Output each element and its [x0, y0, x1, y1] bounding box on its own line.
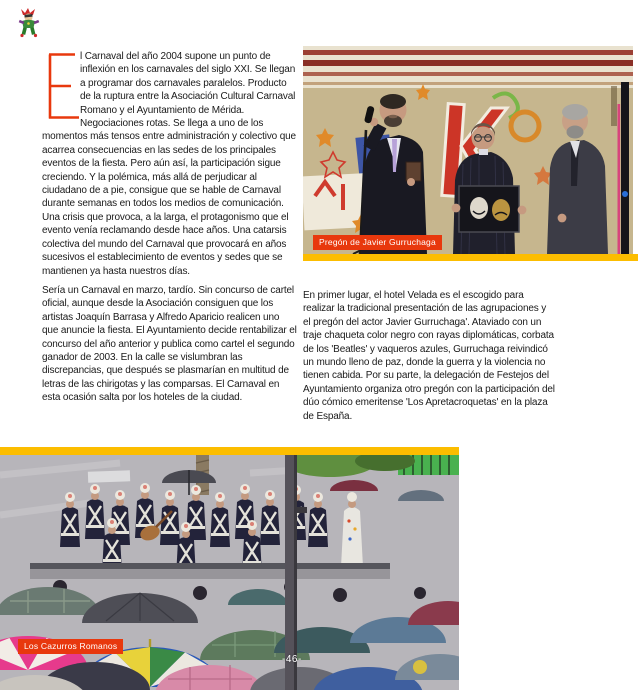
article-paragraph-1 [42, 50, 298, 278]
accent-bar-top [303, 254, 638, 261]
article-paragraph-2 [42, 284, 298, 405]
paragraph-3-text: En primer lugar, el hotel Velada es el escogido para realizar la tradicional presentación de las agrupaciones y el pregón del actor Javier Gurruchaga'. Ataviado con un traje chaqueta color negro con rayas diplomáticas, corbata de los 'Beatles' y vaqueros azules, Gurruchaga reivindicó un mundo lleno de paz, donde la guerra y la violencia no tienen cabida. Por su parte, la delegación de Festejos del Ayuntamiento organiza otro pregón con la participación del dúo cómico emeritense 'Los Apretacroquetas' en la plaza de España. [303, 290, 555, 422]
photo-caption-pregon: Pregón de Javier Gurruchaga [313, 235, 442, 250]
page-number: -46- [282, 654, 302, 665]
paragraph-2-text: Sería un Carnaval en marzo, tardío. Sin concurso de cartel oficial, aunque desde la Asociación consiguen que los artistas Joaquín Barrasa y Alfredo Aparicio realicen uno que anuncie la fiesta. El Ayuntamiento decide rentabilizar el concurso del año anterior y publica como cartel el segundo ganador de 2003. En la calle se vislumbran las discrepancias, que después se plasmarían en multitud de letras de las chirigotas y las comparsas. El Carnaval en esta ocasión salta por los hoteles de la ciudad. [42, 285, 297, 404]
jester-logo-icon [16, 8, 42, 38]
paragraph-1-text: l Carnaval del año 2004 supone un punto de inflexión en los carnavales del siglo XXI. Se llegan a programar dos carnavales paralelos. Producto de la ruptura entre la Asociación Cultural Carnaval Romano y el Ayuntamiento de Mérida. Negociaciones rotas. Se llega a uno de los momentos más tensos entre administración y colectivo que acarrea consecuencias en las sedes de los principales eventos de la fiesta. Pero aún así, la participación sigue creciendo. Y la polémica, más allá de perjudicar al ciudadano de a pie, consigue que se hable de Carnaval durante semanas en todos los medios de comunicación. Una crisis que provoca, a la larga, el protagonismo que el evento venía reclamando desde hace años. Una catarsis colectiva del mundo del Carnaval que provocará en años sucesivos el establecimiento de eventos y sedes que se mantienen ya hasta nuestros días. [42, 51, 296, 277]
photo-los-cazurros-romanos [0, 455, 459, 690]
article-paragraph-3 [303, 289, 556, 423]
photo-caption-cazurros: Los Cazurros Romanos [18, 639, 123, 654]
dropcap-spacer [42, 50, 80, 119]
accent-bar-bottom [0, 447, 459, 455]
photo-pregon-javier-gurruchaga [303, 46, 633, 254]
